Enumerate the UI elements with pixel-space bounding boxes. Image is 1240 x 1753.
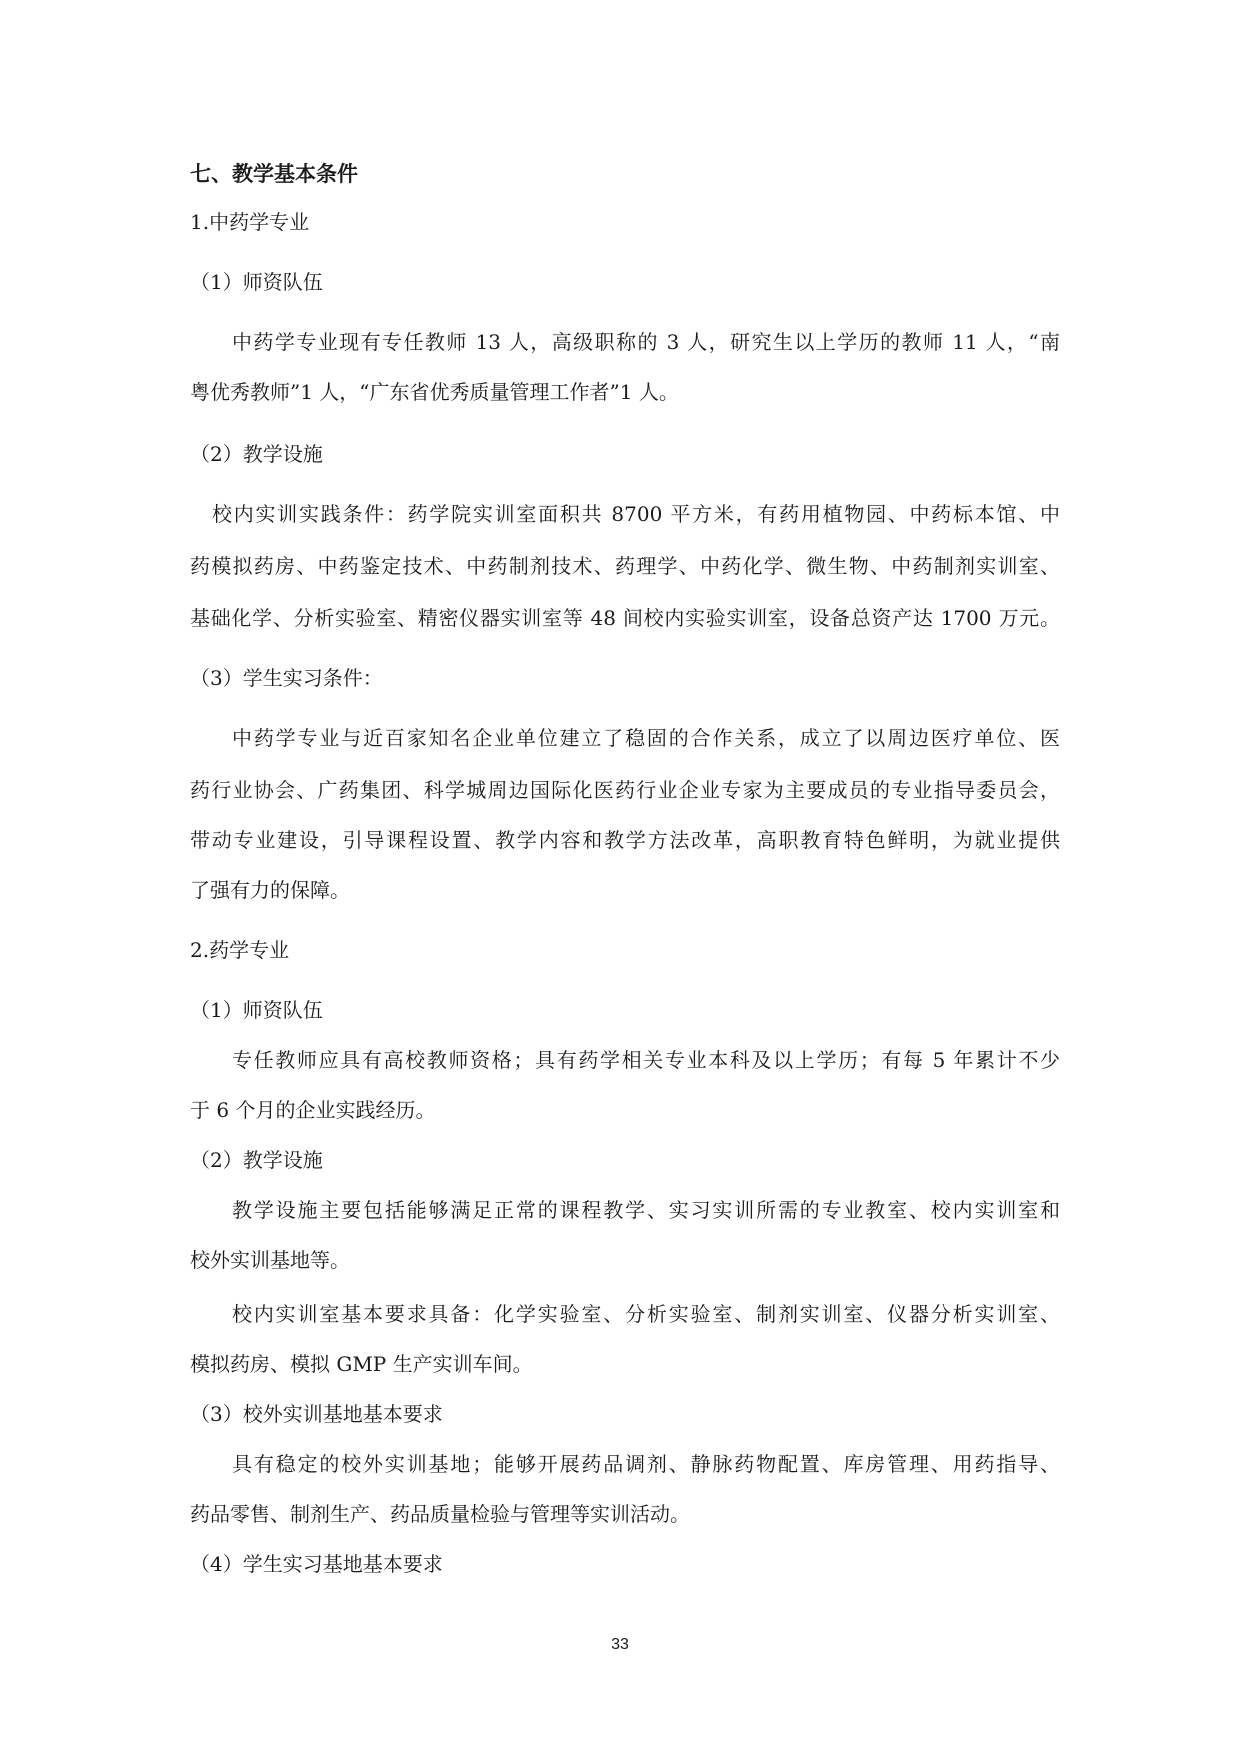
pharmacy-external-line-1: 具有稳定的校外实训基地；能够开展药品调剂、静脉药物配置、库房管理、用药指导、 <box>232 1452 1060 1476</box>
pharmacy-faculty-line-1: 专任教师应具有高校教师资格；具有药学相关专业本科及以上学历；有每 5 年累计不少 <box>232 1048 1060 1072</box>
tcm-major-heading: 1.中药学专业 <box>190 210 310 234</box>
page-number: 33 <box>611 1636 629 1653</box>
pharmacy-external-heading: （3）校外实训基地基本要求 <box>190 1402 443 1426</box>
tcm-internship-line-4: 了强有力的保障。 <box>190 878 350 902</box>
tcm-faculty-line-1: 中药学专业现有专任教师 13 人，高级职称的 3 人，研究生以上学历的教师 11 人，“南 <box>232 330 1060 354</box>
tcm-faculty-heading: （1）师资队伍 <box>190 270 323 294</box>
pharmacy-labs-line-1: 校内实训室基本要求具备：化学实验室、分析实验室、制剂实训室、仪器分析实训室、 <box>232 1302 1060 1326</box>
pharmacy-external-line-2: 药品零售、制剂生产、药品质量检验与管理等实训活动。 <box>190 1502 690 1526</box>
tcm-internship-line-1: 中药学专业与近百家知名企业单位建立了稳固的合作关系，成立了以周边医疗单位、医 <box>232 726 1060 750</box>
pharmacy-labs-line-2: 模拟药房、模拟 GMP 生产实训车间。 <box>190 1352 533 1376</box>
tcm-facilities-line-1: 校内实训实践条件：药学院实训室面积共 8700 平方米，有药用植物园、中药标本馆、中 <box>212 502 1060 526</box>
tcm-internship-heading: （3）学生实习条件： <box>190 666 383 690</box>
tcm-facilities-heading: （2）教学设施 <box>190 442 323 466</box>
tcm-facilities-line-3: 基础化学、分析实验室、精密仪器实训室等 48 间校内实验实训室，设备总资产达 1700 万元。 <box>190 606 1060 630</box>
pharmacy-facilities-heading: （2）教学设施 <box>190 1148 323 1172</box>
document-page <box>190 0 1060 1753</box>
tcm-faculty-line-2: 粤优秀教师”1 人，“广东省优秀质量管理工作者”1 人。 <box>190 380 679 404</box>
section-title: 七、教学基本条件 <box>190 162 358 186</box>
pharmacy-major-heading: 2.药学专业 <box>190 938 290 962</box>
pharmacy-faculty-line-2: 于 6 个月的企业实践经历。 <box>190 1098 436 1122</box>
pharmacy-internship-heading: （4）学生实习基地基本要求 <box>190 1552 443 1576</box>
tcm-internship-line-3: 带动专业建设，引导课程设置、教学内容和教学方法改革，高职教育特色鲜明，为就业提供 <box>190 828 1060 852</box>
pharmacy-facilities-line-1: 教学设施主要包括能够满足正常的课程教学、实习实训所需的专业教室、校内实训室和 <box>232 1198 1060 1222</box>
pharmacy-facilities-line-2: 校外实训基地等。 <box>190 1248 350 1272</box>
pharmacy-faculty-heading: （1）师资队伍 <box>190 998 323 1022</box>
tcm-facilities-line-2: 药模拟药房、中药鉴定技术、中药制剂技术、药理学、中药化学、微生物、中药制剂实训室、 <box>190 554 1060 578</box>
tcm-internship-line-2: 药行业协会、广药集团、科学城周边国际化医药行业企业专家为主要成员的专业指导委员会， <box>190 778 1060 802</box>
